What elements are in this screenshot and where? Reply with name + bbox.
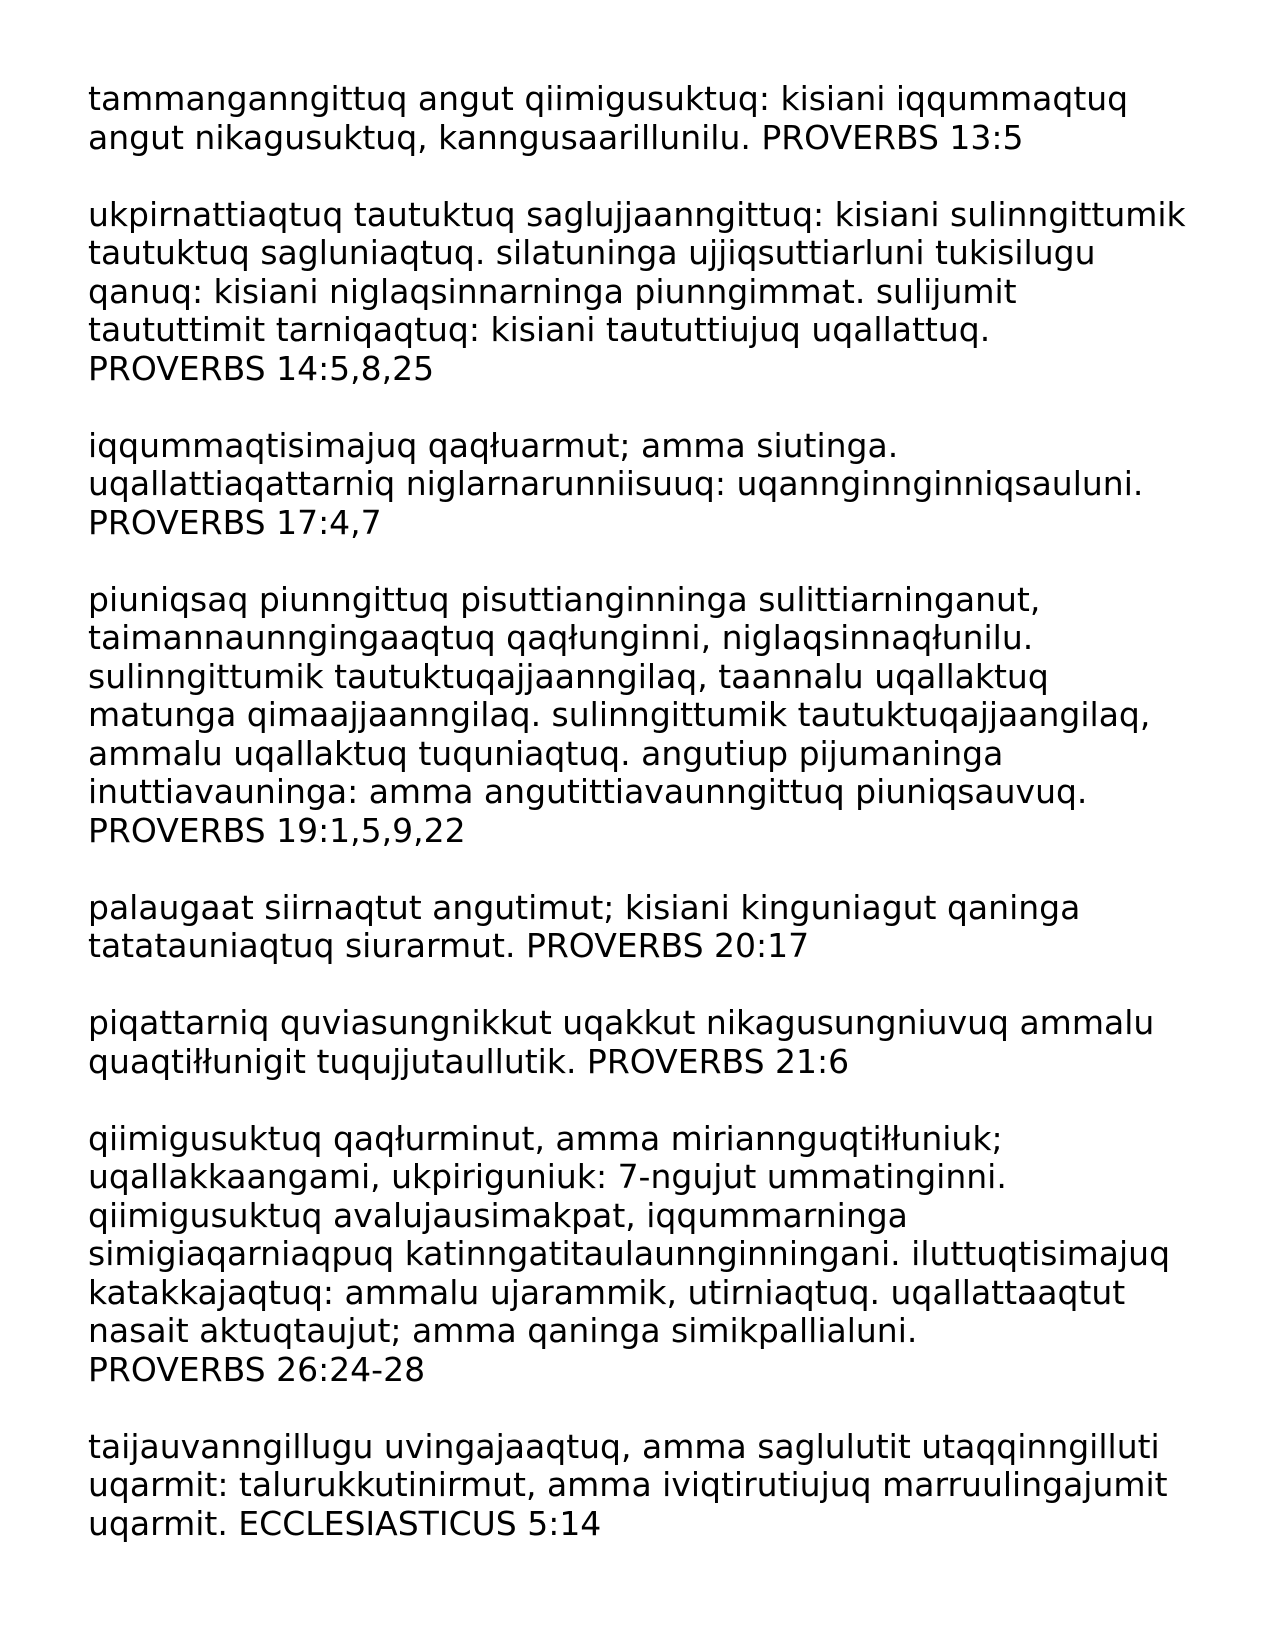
- text-line: qiimigusuktuq avalujausimakpat, iqqummarninga: [88, 1195, 908, 1235]
- text-line: iqqummaqtisimajuq qaqłuarmut; amma siutinga.: [88, 425, 899, 465]
- passage-proverbs-14: [88, 196, 1218, 389]
- text-line: taututtimit tarniqaqtuq: kisiani taututtiujuq uqallattuq.: [88, 310, 991, 349]
- text-line: taimannaunngingaaqtuq qaqłunginni, niglaqsinnaqłunilu.: [88, 618, 1034, 657]
- passage-proverbs-26: [88, 1120, 1218, 1390]
- passage-proverbs-19: [88, 581, 1218, 851]
- text-line: PROVERBS 26:24-28: [88, 1349, 426, 1389]
- text-line: uqallakkaangami, ukpiriguniuk: 7-ngujut ummatinginni.: [88, 1157, 1007, 1196]
- text-line: uqarmit: talurukkutinirmut, amma iviqtirutiujuq marruulingajumit: [88, 1465, 1168, 1504]
- passage-proverbs-21: [88, 1004, 1218, 1081]
- text-line: ukpirnattiaqtuq tautuktuq saglujjaanngittuq: kisiani sulinngittumik: [88, 194, 1186, 234]
- text-line: PROVERBS 19:1,5,9,22: [88, 810, 466, 850]
- passage-ecclesiasticus-5: [88, 1428, 1218, 1544]
- text-line: inuttiavauninga: amma angutittiavaunngittuq piuniqsauvuq.: [88, 772, 1088, 811]
- text-line: tatatauniaqtuq siurarmut. PROVERBS 20:17: [88, 926, 810, 965]
- text-line: quaqtiłłunigit tuqujjutaullutik. PROVERBS 21:6: [88, 1041, 850, 1081]
- passage-proverbs-17: [88, 427, 1218, 543]
- document-page: [88, 80, 1218, 1582]
- text-line: tautuktuq sagluniaqtuq. silatuninga ujjiqsuttiarluni tukisilugu: [88, 233, 1096, 272]
- passage-proverbs-13: [88, 80, 1218, 157]
- passage-proverbs-20: [88, 889, 1218, 966]
- text-line: nasait aktuqtaujut; amma qaninga simikpallialuni.: [88, 1311, 918, 1350]
- text-line: angut nikagusuktuq, kanngusaarillunilu. PROVERBS 13:5: [88, 117, 1024, 157]
- text-line: simigiaqarniaqpuq katinngatitaulaunnginningani. iluttuqtisimajuq: [88, 1234, 1171, 1273]
- text-line: PROVERBS 17:4,7: [88, 502, 382, 542]
- text-line: qanuq: kisiani niglaqsinnarninga piunngimmat. sulijumit: [88, 271, 1017, 311]
- text-line: uqallattiaqattarniq niglarnarunniisuuq: uqannginnginniqsauluni.: [88, 464, 1144, 503]
- text-line: sulinngittumik tautuktuqajjaanngilaq, taannalu uqallaktuq: [88, 656, 1049, 696]
- text-line: piqattarniq quviasungnikkut uqakkut nikagusungniuvuq ammalu: [88, 1003, 1155, 1042]
- text-line: PROVERBS 14:5,8,25: [88, 348, 435, 388]
- text-line: palaugaat siirnaqtut angutimut; kisiani kinguniagut qaninga: [88, 887, 1081, 927]
- text-line: piuniqsaq piunngittuq pisuttianginninga sulittiarninganut,: [88, 579, 1041, 619]
- text-line: ammalu uqallaktuq tuquniaqtuq. angutiup pijumaninga: [88, 733, 1004, 773]
- text-line: tammanganngittuq angut qiimigusuktuq: kisiani iqqummaqtuq: [88, 79, 1129, 118]
- text-line: qiimigusuktuq qaqłurminut, amma miriannguqtiłłuniuk;: [88, 1118, 1003, 1158]
- text-line: uqarmit. ECCLESIASTICUS 5:14: [88, 1503, 602, 1543]
- text-line: taijauvanngillugu uvingajaaqtuq, amma saglulutit utaqqinngilluti: [88, 1426, 1160, 1466]
- text-line: matunga qimaajjaanngilaq. sulinngittumik tautuktuqajjaangilaq,: [88, 695, 1151, 734]
- text-line: katakkajaqtuq: ammalu ujarammik, utirniaqtuq. uqallattaaqtut: [88, 1272, 1126, 1312]
